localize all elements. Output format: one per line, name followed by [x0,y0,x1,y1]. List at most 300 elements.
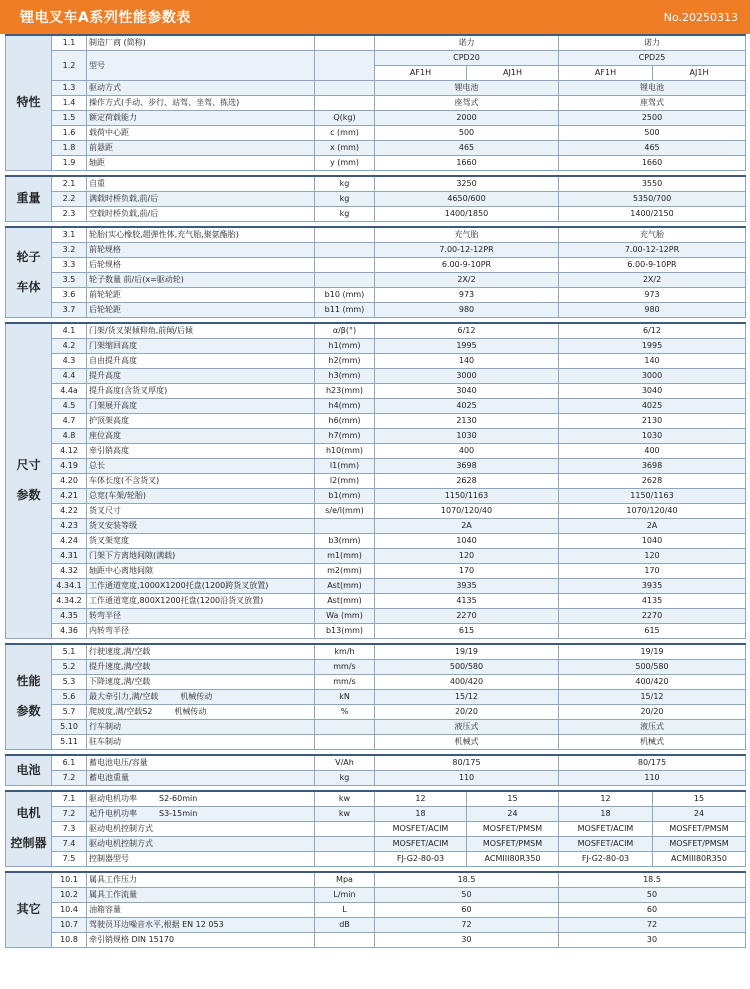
spec-row [6,918,746,933]
value-model-b: 3000 [559,369,746,384]
value-model-b: 5350/700 [559,192,746,207]
value-model-b: 3550 [559,176,746,192]
spec-row [6,690,746,705]
item-name [87,755,315,771]
value-model-b: 1995 [559,339,746,354]
value-model-a: 4025 [375,399,559,414]
item-number: 1.6 [52,126,87,141]
item-unit: kN [315,690,375,705]
spec-row [6,888,746,903]
item-number: 4.4 [52,369,87,384]
value-cell: MOSFET/PMSM [467,837,559,852]
value-model-b: 170 [559,564,746,579]
item-name [87,303,315,318]
item-unit: α/β(°) [315,323,375,339]
item-number: 5.11 [52,735,87,750]
item-label: 最大牵引力,满/空载 [89,692,159,701]
spec-row [6,81,746,96]
item-unit: x (mm) [315,141,375,156]
value-model-a: 110 [375,771,559,786]
value-model-a: 615 [375,624,559,639]
item-number: 5.2 [52,660,87,675]
value-model-b: 3698 [559,459,746,474]
item-unit: kg [315,176,375,192]
spec-row [6,549,746,564]
item-label: 座位高度 [89,431,121,440]
value-model-b: 锂电池 [559,81,746,96]
spec-row [6,720,746,735]
section-category-label: 特性 [16,95,41,110]
item-unit: mm/s [315,675,375,690]
item-label: 货叉安装等级 [89,521,137,530]
section-category-label: 参数 [16,488,41,502]
value-model-a: 500/580 [375,660,559,675]
item-name [87,504,315,519]
item-unit [315,519,375,534]
value-model-b: 2130 [559,414,746,429]
item-name [87,243,315,258]
value-model-b: 72 [559,918,746,933]
value-model-a: 1040 [375,534,559,549]
item-unit: c (mm) [315,126,375,141]
item-number: 5.10 [52,720,87,735]
item-name [87,837,315,852]
item-number: 4.2 [52,339,87,354]
item-label: 自由提升高度 [89,356,137,365]
value-cell: FJ-G2-80-03 [559,852,653,867]
item-unit: Mpa [315,872,375,888]
value-model-a: 诺力 [375,35,559,51]
value-model-b: 2628 [559,474,746,489]
item-number: 2.1 [52,176,87,192]
item-unit: V/Ah [315,755,375,771]
item-name [87,141,315,156]
section-category-label: 控制器 [10,836,47,850]
item-unit: h6(mm) [315,414,375,429]
value-model-a: 机械式 [375,735,559,750]
item-name [87,579,315,594]
item-label: 总宽(车架/轮胎) [89,491,146,500]
value-model-b: 120 [559,549,746,564]
item-number: 7.1 [52,791,87,807]
item-label: 工作通道宽度,1000X1200托盘(1200跨货叉放置) [89,581,269,590]
spec-row [6,504,746,519]
spec-row [6,822,746,837]
item-number: 3.5 [52,273,87,288]
item-unit: % [315,705,375,720]
spec-row [6,339,746,354]
value-model-b: 30 [559,933,746,948]
item-number: 5.3 [52,675,87,690]
item-unit: kg [315,771,375,786]
value-model-b: 1660 [559,156,746,171]
spec-row [6,735,746,750]
item-label: 提升高度(含货叉厚度) [89,386,168,395]
item-name [87,720,315,735]
item-name [87,414,315,429]
section-category-label: 电池 [16,762,41,777]
item-unit: b11 (mm) [315,303,375,318]
item-label: 型号 [89,60,105,70]
value-model-b: 6/12 [559,323,746,339]
item-label: 驻车制动 [89,737,121,746]
item-number: 10.2 [52,888,87,903]
item-number: 2.3 [52,207,87,222]
section-category [6,323,52,639]
item-unit [315,227,375,243]
value-cell: MOSFET/ACIM [559,822,653,837]
item-number: 4.12 [52,444,87,459]
item-name [87,771,315,786]
value-model-a: 18.5 [375,872,559,888]
item-label: 蓄电池电压/容量 [89,758,148,767]
section-category [6,872,52,948]
spec-row [6,323,746,339]
item-number: 4.5 [52,399,87,414]
item-number: 4.4a [52,384,87,399]
value-model-a: 7.00-12-12PR [375,243,559,258]
value-model-a: 6/12 [375,323,559,339]
value-model-b: 50 [559,888,746,903]
item-label: 驱动电机功率 [89,794,137,803]
item-number: 3.3 [52,258,87,273]
item-unit: m1(mm) [315,549,375,564]
item-number: 4.23 [52,519,87,534]
value-model-a: 1995 [375,339,559,354]
item-unit [315,273,375,288]
spec-row [6,459,746,474]
item-name [87,156,315,171]
item-number: 10.8 [52,933,87,948]
item-name [87,903,315,918]
item-unit: kg [315,207,375,222]
item-label: 制造厂商 (简称) [89,38,146,47]
item-number: 3.7 [52,303,87,318]
item-label: 车体长度(不含货叉) [89,476,160,485]
item-unit: b1(mm) [315,489,375,504]
spec-row [6,414,746,429]
item-unit: L/min [315,888,375,903]
value-model-b: 465 [559,141,746,156]
spec-row [6,273,746,288]
value-model-b: 80/175 [559,755,746,771]
value-model-b: 400 [559,444,746,459]
item-name [87,822,315,837]
item-label: 牵引销规格 DIN 15170 [89,935,175,944]
item-label: 轮子数量 前/后(x=驱动轮) [89,275,184,284]
value-cell: FJ-G2-80-03 [375,852,467,867]
spec-row [6,489,746,504]
value-cell: MOSFET/ACIM [559,837,653,852]
item-name [87,258,315,273]
item-unit: y (mm) [315,156,375,171]
value-model-b: 座驾式 [559,96,746,111]
item-number: 4.7 [52,414,87,429]
item-label: 满载时桥负载,前/后 [89,194,159,203]
item-name [87,369,315,384]
item-name [87,288,315,303]
value-model-b: 2X/2 [559,273,746,288]
value-model-a: 30 [375,933,559,948]
item-label: 行车制动 [89,722,121,731]
item-unit: h10(mm) [315,444,375,459]
item-unit: l1(mm) [315,459,375,474]
item-name [87,323,315,339]
item-name [87,399,315,414]
value-model-a: 锂电池 [375,81,559,96]
value-cell: MOSFET/ACIM [375,837,467,852]
item-number: 1.3 [52,81,87,96]
item-unit [315,852,375,867]
item-unit: Ast(mm) [315,579,375,594]
item-note: S2-60min [159,794,198,803]
value-model-a: 170 [375,564,559,579]
item-number: 4.34.2 [52,594,87,609]
spec-row [6,807,746,822]
item-label: 下降速度,满/空载 [89,677,151,686]
item-label: 油箱容量 [89,905,121,914]
item-unit [315,81,375,96]
item-unit [315,243,375,258]
item-label: 前悬距 [89,143,113,152]
item-name [87,549,315,564]
spec-row [6,111,746,126]
item-number: 2.2 [52,192,87,207]
item-name [87,384,315,399]
item-label: 内转弯半径 [89,626,129,635]
item-label: 轴距中心离地间隙 [89,566,153,575]
item-label: 控制器型号 [89,854,129,863]
section-category [6,35,52,171]
value-model-a: 500 [375,126,559,141]
page-title: 锂电叉车A系列性能参数表 [20,10,191,26]
value-model-a: 2628 [375,474,559,489]
item-number: 1.9 [52,156,87,171]
spec-row [6,207,746,222]
value-model-a: 6.00-9-10PR [375,258,559,273]
spec-row [6,933,746,948]
spec-row [6,609,746,624]
item-label: 货叉架宽度 [89,536,129,545]
item-name [87,807,315,822]
value-model-a: 15/12 [375,690,559,705]
item-number: 4.20 [52,474,87,489]
spec-row [6,444,746,459]
value-model-a: 3250 [375,176,559,192]
item-unit: Q(kg) [315,111,375,126]
item-number: 4.19 [52,459,87,474]
item-name [87,933,315,948]
item-number: 1.8 [52,141,87,156]
value-model-b: 3040 [559,384,746,399]
value-model-b: 500 [559,126,746,141]
item-label: 轮胎(实心橡胶,超弹性体,充气胎,聚氨酯胎) [89,230,239,239]
value-cell: 18 [375,807,467,822]
item-name [87,273,315,288]
value-model-b: 15/12 [559,690,746,705]
item-name [87,444,315,459]
spec-row [6,429,746,444]
spec-row [6,705,746,720]
value-model-b: 3935 [559,579,746,594]
item-label: 前轮轮距 [89,290,121,299]
item-unit: kw [315,807,375,822]
value-model-b: 400/420 [559,675,746,690]
item-unit: Ast(mm) [315,594,375,609]
value-model-a: 1660 [375,156,559,171]
item-number: 4.35 [52,609,87,624]
value-cell: ACMIII80R350 [467,852,559,867]
spec-row [6,791,746,807]
value-model-b: 液压式 [559,720,746,735]
spec-row [6,644,746,660]
item-unit: L [315,903,375,918]
section-category-label: 车体 [16,279,41,294]
item-name [87,644,315,660]
item-number: 10.1 [52,872,87,888]
item-name [87,872,315,888]
item-label: 空载时桥负载,前/后 [89,209,159,218]
item-name [87,474,315,489]
item-name [87,354,315,369]
item-note: 机械传动 [180,692,213,701]
value-model-b: 140 [559,354,746,369]
item-name [87,35,315,51]
item-unit [315,933,375,948]
spec-row [6,534,746,549]
item-label: 驱动电机控制方式 [89,824,153,833]
value-model-a: 1070/120/40 [375,504,559,519]
value-model-a: 72 [375,918,559,933]
value-model-a: 60 [375,903,559,918]
spec-row [6,303,746,318]
item-number: 5.7 [52,705,87,720]
spec-row [6,288,746,303]
document-number: No.20250313 [663,10,738,24]
value-model-a: 400 [375,444,559,459]
item-name [87,339,315,354]
item-number: 3.6 [52,288,87,303]
spec-row [6,872,746,888]
item-number: 5.6 [52,690,87,705]
item-number: 4.22 [52,504,87,519]
item-label: 蓄电池重量 [89,773,129,782]
item-label: 护顶架高度 [89,416,129,425]
item-number: 7.2 [52,771,87,786]
item-number: 4.31 [52,549,87,564]
item-label: 属具工作压力 [89,875,137,884]
section-category-label: 参数 [16,704,41,718]
value-model-a: 1400/1850 [375,207,559,222]
item-label: 载荷中心距 [89,128,129,137]
item-unit [315,822,375,837]
spec-row [6,258,746,273]
section-category-label: 性能 [16,674,41,689]
spec-row [6,384,746,399]
spec-row [6,837,746,852]
spec-row [6,474,746,489]
spec-row [6,192,746,207]
item-number: 10.7 [52,918,87,933]
value-model-a: 19/19 [375,644,559,660]
value-cell: MOSFET/PMSM [653,822,746,837]
value-cell: MOSFET/PMSM [653,837,746,852]
item-number: 1.5 [52,111,87,126]
section-category [6,644,52,750]
value-cell: 24 [467,807,559,822]
item-name [87,96,315,111]
item-label: 工作通道宽度,800X1200托盘(1200沿货叉放置) [89,596,264,605]
spec-row [6,156,746,171]
item-unit: h4(mm) [315,399,375,414]
value-model-a: 120 [375,549,559,564]
spec-row [6,243,746,258]
item-name [87,609,315,624]
item-label: 门架缩回高度 [89,341,137,350]
item-number: 7.3 [52,822,87,837]
value-model-a: 4135 [375,594,559,609]
value-model-b: 2500 [559,111,746,126]
value-model-b: 2A [559,519,746,534]
item-name [87,660,315,675]
value-model-a: 140 [375,354,559,369]
item-number: 5.1 [52,644,87,660]
value-model-a: 465 [375,141,559,156]
value-model-b: 18.5 [559,872,746,888]
spec-row [6,852,746,867]
item-unit [315,35,375,51]
item-unit: h3(mm) [315,369,375,384]
spec-row [6,579,746,594]
item-number: 3.2 [52,243,87,258]
value-model-a: 座驾式 [375,96,559,111]
item-number: 1.1 [52,35,87,51]
value-model-b: 1070/120/40 [559,504,746,519]
spec-row [6,755,746,771]
spec-row [6,675,746,690]
item-label: 驾驶员耳边噪音水平,根据 EN 12 053 [89,920,224,929]
section-category [6,755,52,786]
item-unit: l2(mm) [315,474,375,489]
item-label: 前轮规格 [89,245,121,254]
item-name [87,852,315,867]
value-model-a: 1150/1163 [375,489,559,504]
value-model-b: 1040 [559,534,746,549]
spec-table [5,34,746,948]
item-number: 4.36 [52,624,87,639]
item-label: 牵引销高度 [89,446,129,455]
value-model-a: 4650/600 [375,192,559,207]
item-number: 7.4 [52,837,87,852]
value-model-a: CPD20 [375,51,559,66]
item-name [87,126,315,141]
spec-row [6,369,746,384]
item-number: 6.1 [52,755,87,771]
value-model-b: 1030 [559,429,746,444]
spec-row [6,519,746,534]
item-number: 4.32 [52,564,87,579]
value-model-b: CPD25 [559,51,746,66]
value-model-b: 973 [559,288,746,303]
item-unit: Wa (mm) [315,609,375,624]
item-number: 10.4 [52,903,87,918]
spec-row [6,771,746,786]
spec-row [6,176,746,192]
value-model-a: 80/175 [375,755,559,771]
variant-cell: AF1H [559,66,653,81]
value-cell: 12 [375,791,467,807]
spec-row [6,227,746,243]
